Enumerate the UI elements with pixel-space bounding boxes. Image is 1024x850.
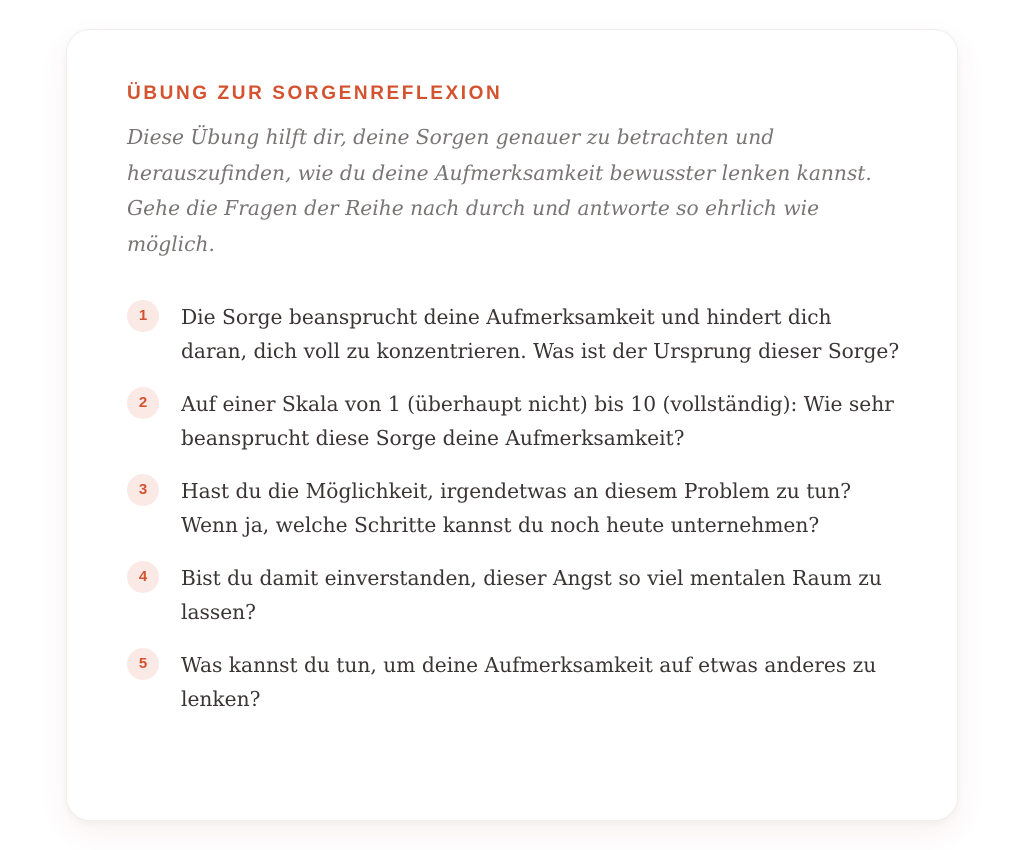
question-text: Die Sorge beansprucht deine Aufmerksamkeit und hindert dich daran, dich voll zu konzentrieren. Was ist der Ursprung dieser Sorge?	[181, 305, 900, 363]
question-item	[127, 561, 901, 629]
question-number-badge: 2	[127, 387, 159, 419]
question-item	[127, 387, 901, 455]
question-text: Was kannst du tun, um deine Aufmerksamkeit auf etwas anderes zu lenken?	[181, 653, 877, 711]
question-item	[127, 474, 901, 542]
question-number-badge: 4	[127, 561, 159, 593]
question-item	[127, 648, 901, 716]
question-item	[127, 300, 901, 368]
question-text: Hast du die Möglichkeit, irgendetwas an diesem Problem zu tun? Wenn ja, welche Schritte kannst du noch heute unternehmen?	[181, 479, 852, 537]
question-number-badge: 5	[127, 648, 159, 680]
exercise-title: ÜBUNG ZUR SORGENREFLEXION	[127, 83, 503, 104]
question-list	[127, 300, 900, 716]
question-text: Auf einer Skala von 1 (überhaupt nicht) bis 10 (vollständig): Wie sehr beansprucht diese Sorge deine Aufmerksamkeit?	[181, 392, 894, 450]
question-number-badge: 1	[127, 300, 159, 332]
question-number-badge: 3	[127, 474, 159, 506]
exercise-intro: Diese Übung hilft dir, deine Sorgen genauer zu betrachten und herauszufinden, wie du deine Aufmerksamkeit bewusster lenken kannst. Gehe die Fragen der Reihe nach durch und antworte so ehrlich wie möglich.	[127, 125, 872, 256]
exercise-card	[66, 29, 958, 821]
question-text: Bist du damit einverstanden, dieser Angst so viel mentalen Raum zu lassen?	[181, 566, 882, 624]
